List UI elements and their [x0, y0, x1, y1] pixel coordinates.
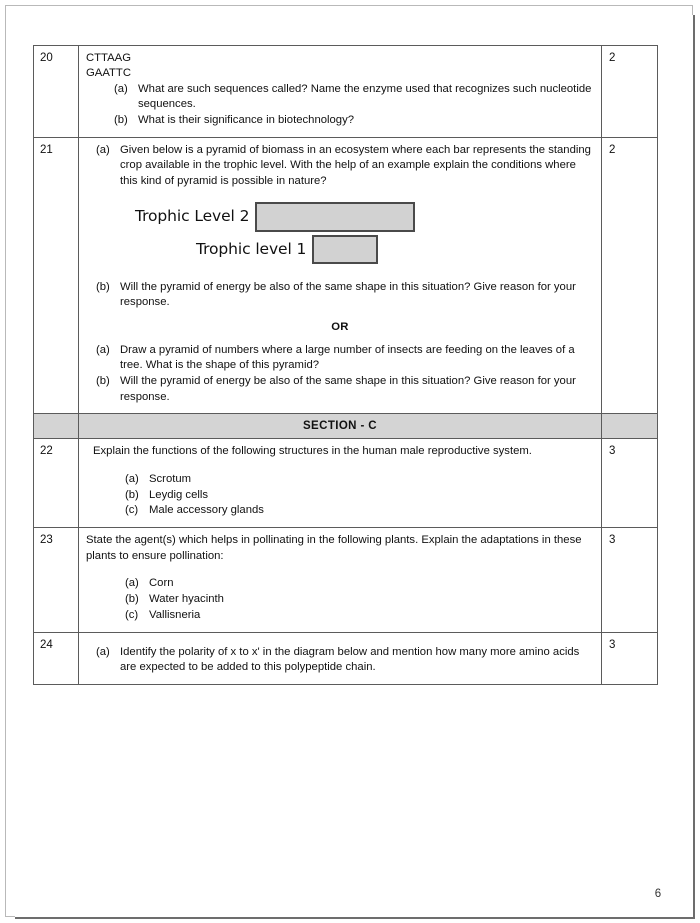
- sequence-line-2: GAATTC: [86, 67, 131, 80]
- question-stem: State the agent(s) which helps in pollinating in the following plants. Explain the adaptations in these plants to ensure pollination:: [86, 534, 582, 562]
- marks-value: 2: [609, 52, 616, 64]
- item-text: Vallisneria: [149, 608, 201, 621]
- list-item: [114, 82, 594, 113]
- question-number: 23: [40, 534, 53, 547]
- or-divider: OR: [331, 320, 349, 333]
- item-marker: (b): [114, 113, 128, 126]
- table-row: [34, 439, 658, 528]
- item-text: What are such sequences called? Name the enzyme used that recognizes such nucleotide sequences.: [138, 82, 592, 111]
- item-marker: (a): [125, 577, 139, 590]
- list-item: [125, 608, 594, 623]
- item-text: Leydig cells: [149, 488, 209, 501]
- list-item: [96, 143, 594, 189]
- marks-value: 2: [609, 143, 616, 156]
- list-item: [96, 343, 594, 374]
- question-marks-cell: [602, 439, 658, 528]
- spacer: [86, 565, 594, 576]
- pyramid-level-1-label: Trophic level 1: [196, 239, 307, 258]
- page-number: 6: [654, 888, 662, 900]
- pyramid-level-2-row: [135, 202, 415, 232]
- question-number: 24: [40, 638, 53, 651]
- question-marks-cell: [602, 528, 658, 632]
- item-marker: (b): [125, 592, 139, 605]
- list-item: [125, 503, 594, 518]
- list-item: [96, 645, 594, 676]
- question-number: 21: [40, 143, 53, 156]
- question-number-cell: [34, 632, 79, 684]
- question-stem: Explain the functions of the following structures in the human male reproductive system.: [93, 445, 532, 458]
- question-marks-cell: [602, 137, 658, 414]
- question-21-part-b: [96, 280, 594, 311]
- section-header-left-cell: [34, 414, 79, 439]
- marks-value: 3: [609, 445, 616, 458]
- item-marker: (b): [125, 488, 139, 501]
- item-marker: (b): [96, 280, 110, 293]
- item-text: What is their significance in biotechnology?: [138, 113, 355, 126]
- question-21-alternate-list: [96, 343, 594, 405]
- question-body-cell: [79, 528, 602, 632]
- question-number: 20: [40, 52, 53, 64]
- list-item: [125, 472, 594, 487]
- question-21-part-a: [96, 143, 594, 189]
- item-marker: (a): [96, 645, 110, 658]
- question-number-cell: [34, 46, 79, 138]
- item-marker: (a): [125, 472, 139, 485]
- pyramid-level-2-bar: [255, 202, 415, 232]
- item-marker: (a): [96, 343, 110, 356]
- marks-value: 3: [609, 534, 616, 547]
- question-marks-cell: [602, 46, 658, 138]
- item-text: Will the pyramid of energy be also of the same shape in this situation? Give reason for your response.: [120, 280, 576, 309]
- section-title: SECTION - C: [302, 420, 378, 433]
- item-text: Scrotum: [149, 472, 192, 485]
- spacer: [86, 638, 594, 645]
- section-header-cell: [79, 414, 602, 439]
- question-body-cell: [79, 632, 602, 684]
- item-text: Water hyacinth: [149, 592, 224, 605]
- item-text: Identify the polarity of x to x' in the diagram below and mention how many more amino acids are expected to be added to this polypeptide chain.: [120, 645, 580, 673]
- table-row: [34, 46, 658, 138]
- marks-value: 3: [609, 638, 616, 651]
- item-text: Will the pyramid of energy be also of the same shape in this situation? Give reason for your response.: [120, 375, 576, 403]
- table-row: [34, 632, 658, 684]
- list-item: [114, 113, 594, 128]
- question-number-cell: [34, 528, 79, 632]
- pyramid-level-1-row: [196, 235, 378, 264]
- pyramid-level-1-bar: [312, 235, 378, 264]
- section-header-row: [34, 414, 658, 439]
- biomass-pyramid-diagram: [86, 202, 594, 274]
- list-item: [125, 488, 594, 503]
- item-marker: (a): [96, 143, 110, 156]
- list-item: [96, 280, 594, 311]
- item-marker: (c): [125, 504, 139, 517]
- question-body-cell: [79, 46, 602, 138]
- question-23-sublist: [125, 576, 594, 623]
- item-text: Corn: [149, 577, 174, 590]
- question-20-sublist: [114, 82, 594, 129]
- question-number-cell: [34, 137, 79, 414]
- question-24-sublist: [96, 645, 594, 676]
- list-item: [125, 576, 594, 591]
- item-marker: (c): [125, 608, 139, 621]
- section-header-right-cell: [602, 414, 658, 439]
- sequence-line-1: CTTAAG: [86, 52, 131, 64]
- question-table: [33, 45, 658, 685]
- pyramid-level-2-label: Trophic Level 2: [135, 207, 250, 226]
- spacer: [86, 461, 594, 472]
- list-item: [125, 592, 594, 607]
- question-body-cell: [79, 137, 602, 414]
- question-body-cell: [79, 439, 602, 528]
- question-number-cell: [34, 439, 79, 528]
- question-marks-cell: [602, 632, 658, 684]
- question-number: 22: [40, 445, 53, 458]
- table-row: [34, 528, 658, 632]
- item-text: Draw a pyramid of numbers where a large number of insects are feeding on the leaves of a tree. What is the shape of this pyramid?: [120, 343, 575, 372]
- item-text: Male accessory glands: [149, 504, 264, 517]
- question-22-sublist: [125, 472, 594, 519]
- table-row: [34, 137, 658, 414]
- item-text: Given below is a pyramid of biomass in an ecosystem where each bar represents the standing crop available in the trophic level. With the help of an example explain the conditions where this kind of pyramid is possible in nature?: [120, 143, 591, 187]
- item-marker: (a): [114, 82, 128, 95]
- list-item: [96, 374, 594, 405]
- item-marker: (b): [96, 375, 110, 388]
